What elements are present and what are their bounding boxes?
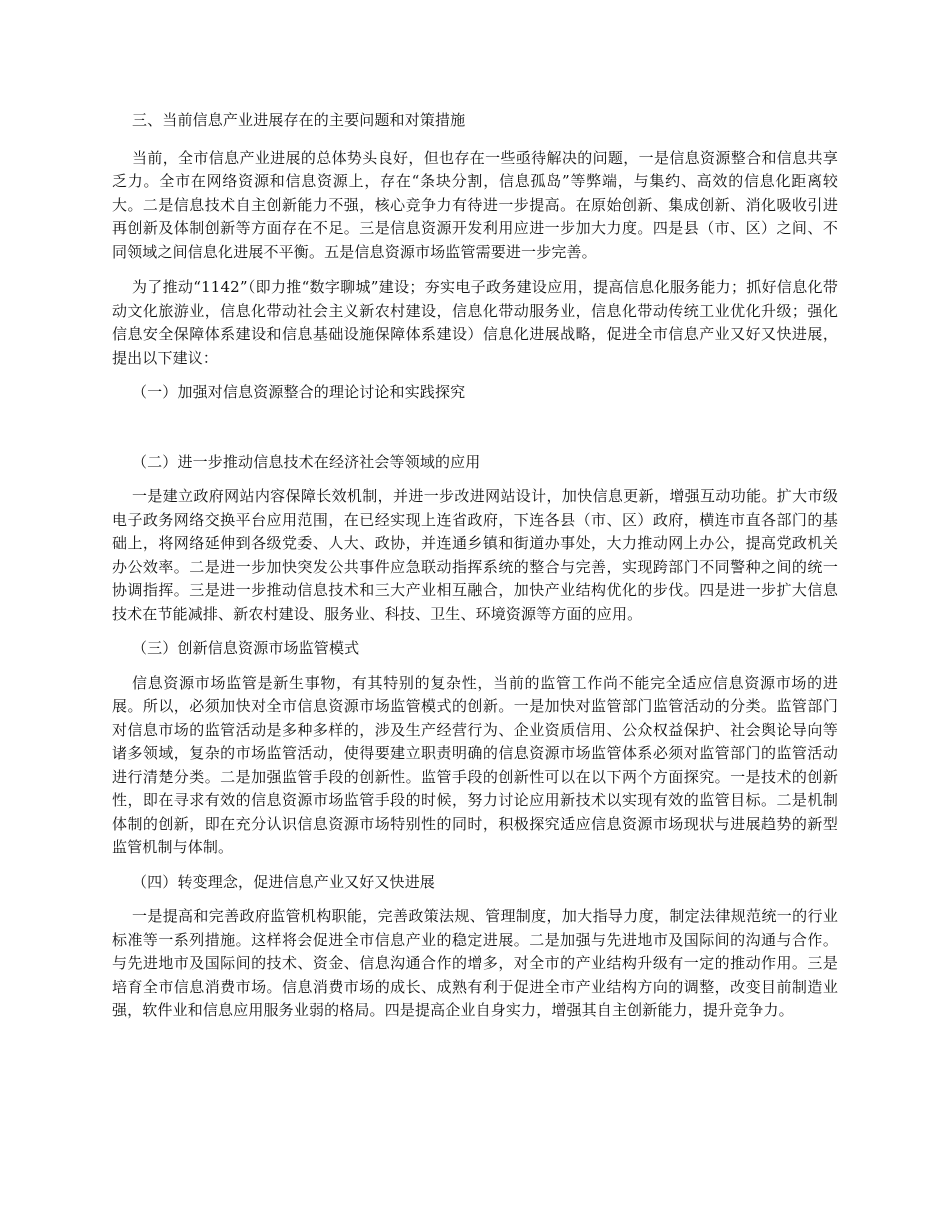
subheading-change-concept: （四）转变理念，促进信息产业又好又快进展 <box>132 872 436 891</box>
paragraph-market-supervision: 信息资源市场监管是新生事物，有其特别的复杂性，当前的监管工作尚不能完全适应信息资源市场的进展。所以，必须加快对全市信息资源市场监管模式的创新。一是加快对监管部门监管活动的分类。监管部门对信息市场的监管活动是多种多样的，涉及生产经营行为、企业资质信用、公众权益保护、社会舆论导向等诸多领域，复杂的市场监管活动，使得要建立职责明确的信息资源市场监管体系必须对监管部门的监管活动进行清楚分类。二是加强监管手段的创新性。监管手段的创新性可以在以下两个方面探究。一是技术的创新性，即在寻求有效的信息资源市场监管手段的时候，努力讨论应用新技术以实现有效的监管目标。二是机制体制的创新，即在充分认识信息资源市场特别性的同时，积极探究适应信息资源市场现状与进展趋势的新型监管机制与体制。 <box>112 673 838 856</box>
subheading-technology-application: （二）进一步推动信息技术在经济社会等领域的应用 <box>132 452 481 471</box>
paragraph-strategy: 为了推动“1142”（即力推“数字聊城”建设；夯实电子政务建设应用，提高信息化服务能力；抓好信息化带动文化旅游业，信息化带动社会主义新农村建设，信息化带动服务业，信息化带动传统工业优化升级；强化信息安全保障体系建设和信息基础设施保障体系建设）信息化进展战略，促进全市信息产业又好又快进展，提出以下建议： <box>112 278 838 367</box>
paragraph-technology-application: 一是建立政府网站内容保障长效机制，并进一步改进网站设计，加快信息更新，增强互动功能。扩大市级电子政务网络交换平台应用范围，在已经实现上连省政府，下连各县（市、区）政府，横连市直各部门的基础上，将网络延伸到各级党委、人大、政协，并连通乡镇和街道办事处，大力推动网上办公，提高党政机关办公效率。二是进一步加快突发公共事件应急联动指挥系统的整合与完善，实现跨部门不同警种之间的统一协调指挥。三是进一步推动信息技术和三大产业相互融合，加快产业结构优化的步伐。四是进一步扩大信息技术在节能减排、新农村建设、服务业、科技、卫生、环境资源等方面的应用。 <box>112 487 838 623</box>
paragraph-problems: 当前，全市信息产业进展的总体势头良好，但也存在一些亟待解决的问题，一是信息资源整合和信息共享乏力。全市在网络资源和信息资源上，存在“条块分割，信息孤岛”等弊端，与集约、高效的信息化距离较大。二是信息技术自主创新能力不强，核心竞争力有待进一步提高。在原始创新、集成创新、消化吸收引进再创新及体制创新等方面存在不足。三是信息资源开发利用应进一步加大力度。四是县（市、区）之间、不同领域之间信息化进展不平衡。五是信息资源市场监管需要进一步完善。 <box>112 148 838 261</box>
document-page <box>112 104 838 1023</box>
section-title: 三、当前信息产业进展存在的主要问题和对策措施 <box>132 111 466 129</box>
subheading-resource-integration: （一）加强对信息资源整合的理论讨论和实践探究 <box>132 383 466 401</box>
subheading-market-supervision: （三）创新信息资源市场监管模式 <box>132 639 360 657</box>
paragraph-change-concept: 一是提高和完善政府监管机构职能，完善政策法规、管理制度，加大指导力度，制定法律规范统一的行业标准等一系列措施。这样将会促进全市信息产业的稳定进展。二是加强与先进地市及国际间的沟通与合作。与先进地市及国际间的技术、资金、信息沟通合作的增多，对全市的产业结构升级有一定的推动作用。三是培育全市信息消费市场。信息消费市场的成长、成熟有利于促进全市产业结构方向的调整，改变目前制造业强，软件业和信息应用服务业弱的格局。四是提高企业自身实力，增强其自主创新能力，提升竞争力。 <box>112 907 838 1019</box>
